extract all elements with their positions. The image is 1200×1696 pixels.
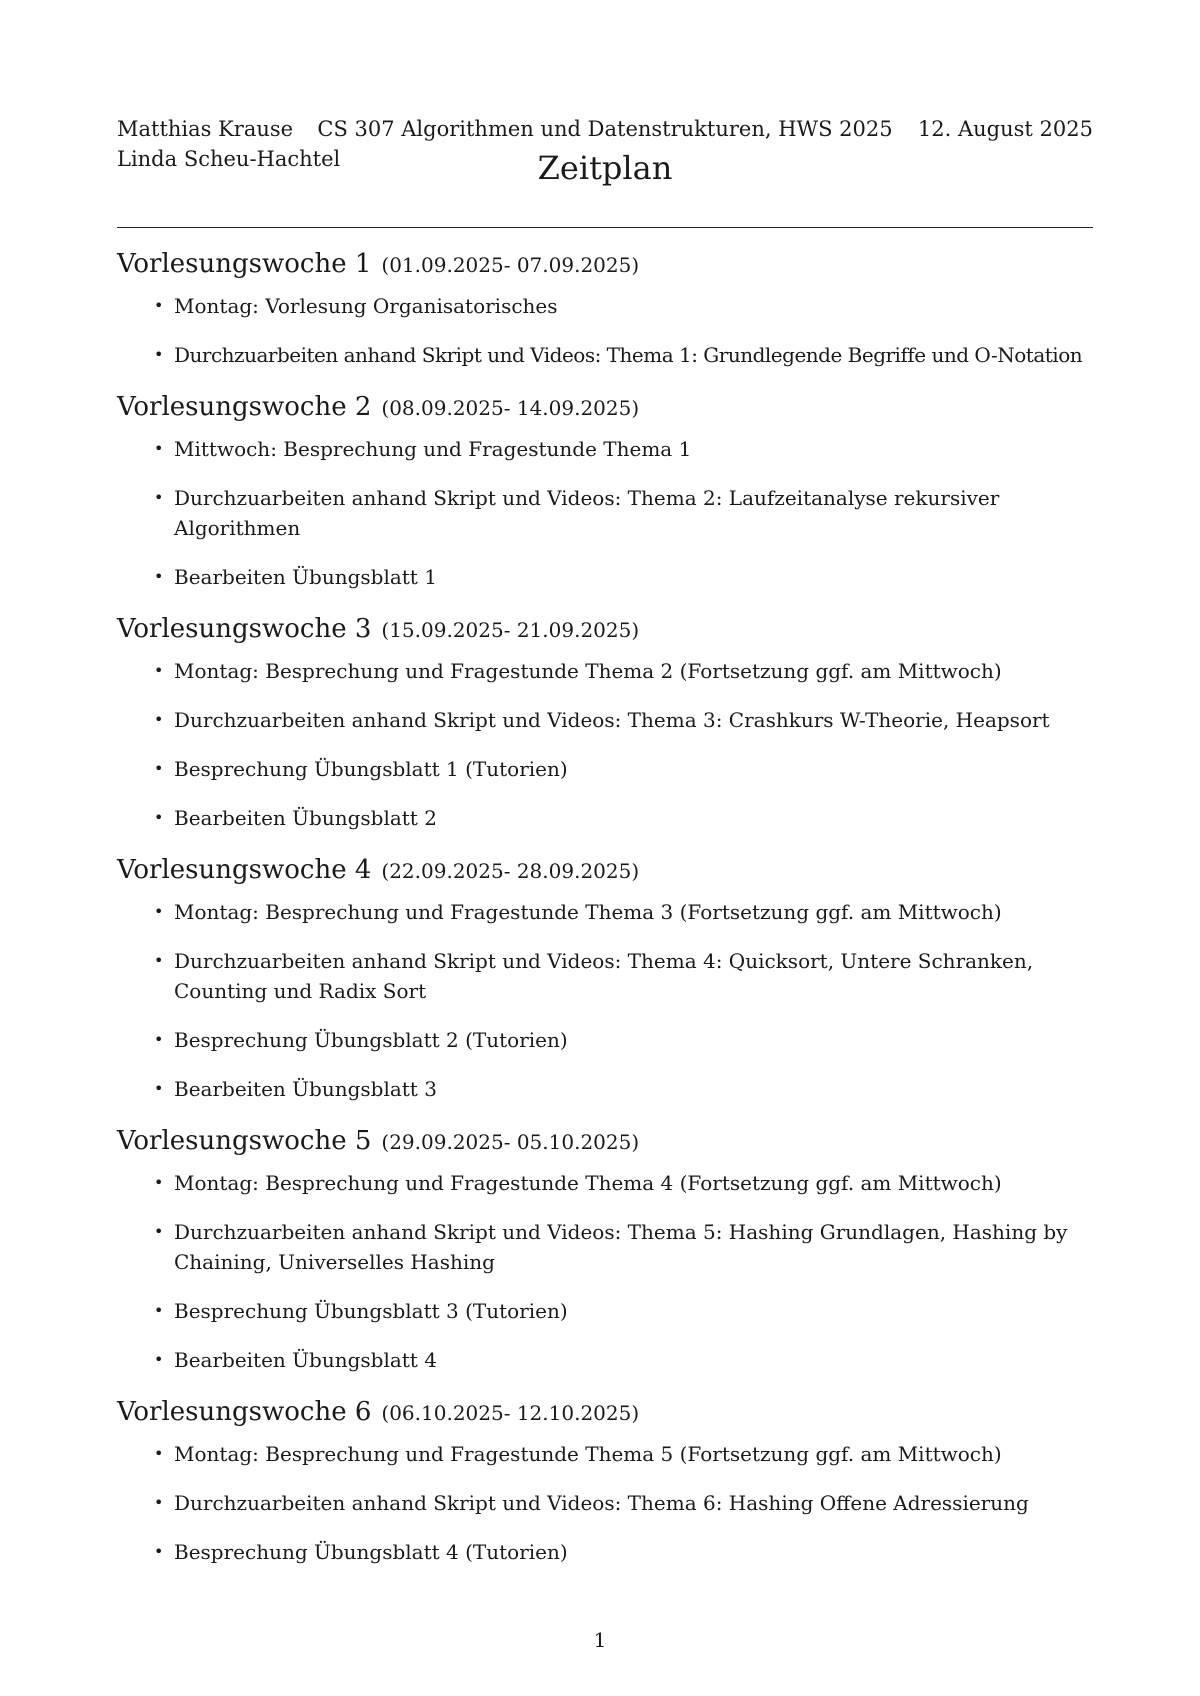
list-item [154,1025,1097,1055]
bullet-icon: • [154,1350,164,1369]
bullet-icon: • [154,488,164,507]
week-section [117,1123,1097,1375]
list-item [154,656,1097,686]
schedule-content [117,246,1097,1586]
bullet-icon: • [154,759,164,778]
week-dates: (06.10.2025- 12.10.2025) [381,1401,640,1425]
week-dates: (15.09.2025- 21.09.2025) [381,618,640,642]
item-text: Mittwoch: Besprechung und Fragestunde Thema 1 [174,437,692,461]
list-item [154,434,1097,464]
item-text: Montag: Besprechung und Fragestunde Thema 4 (Fortsetzung ggf. am Mittwoch) [174,1171,1002,1195]
list-item [154,291,1097,321]
week-item-list [117,656,1097,833]
week-title: Vorlesungswoche 5 [117,1126,372,1156]
bullet-icon: • [154,345,163,364]
bullet-icon: • [154,567,164,586]
week-heading [117,389,1097,428]
bullet-icon: • [154,1301,164,1320]
bullet-icon: • [154,1030,164,1049]
item-text: Bearbeiten Übungsblatt 4 [174,1348,437,1372]
author-name: Matthias Krause [117,117,294,141]
list-item [154,897,1097,927]
week-title: Vorlesungswoche 4 [117,855,372,885]
bullet-icon: • [154,951,164,970]
item-text: Montag: Besprechung und Fragestunde Thema 2 (Fortsetzung ggf. am Mittwoch) [174,659,1002,683]
bullet-icon: • [154,1222,164,1241]
bullet-icon: • [154,902,164,921]
week-heading [117,852,1097,891]
item-text: Durchzuarbeiten anhand Skript und Videos: Thema 6: Hashing Offene Adressierung [174,1491,1029,1515]
list-item [154,1537,1097,1567]
week-item-list [117,291,1097,370]
list-item [154,1168,1097,1198]
item-text: Durchzuarbeiten anhand Skript und Videos: Thema 1: Grundlegende Begriffe und O-Notation [174,343,1083,367]
item-text: Montag: Besprechung und Fragestunde Thema 3 (Fortsetzung ggf. am Mittwoch) [174,900,1002,924]
bullet-icon: • [154,1493,164,1512]
week-item-list [117,434,1097,592]
item-text: Bearbeiten Übungsblatt 1 [174,565,437,589]
page-number: 1 [593,1628,607,1652]
list-item [154,1074,1097,1104]
item-text: Durchzuarbeiten anhand Skript und Videos: Thema 2: Laufzeitanalyse rekursiver Algorithmen [174,486,1000,540]
week-item-list [117,1439,1097,1567]
week-dates: (29.09.2025- 05.10.2025) [381,1130,640,1154]
bullet-icon: • [154,1542,164,1561]
bullet-icon: • [154,710,164,729]
week-item-list [117,1168,1097,1375]
week-dates: (22.09.2025- 28.09.2025) [381,859,640,883]
item-text: Durchzuarbeiten anhand Skript und Videos: Thema 4: Quicksort, Untere Schranken, Counting und Radix Sort [174,949,1034,1003]
week-item-list [117,897,1097,1104]
page-title: Zeitplan [537,149,673,187]
week-title: Vorlesungswoche 3 [117,614,372,644]
list-item [154,1217,1097,1277]
item-text: Durchzuarbeiten anhand Skript und Videos: Thema 3: Crashkurs W-Theorie, Heapsort [174,708,1050,732]
item-text: Besprechung Übungsblatt 3 (Tutorien) [174,1299,568,1323]
bullet-icon: • [154,1079,164,1098]
week-section [117,852,1097,1104]
week-dates: (08.09.2025- 14.09.2025) [381,396,640,420]
week-heading [117,246,1097,285]
item-text: Besprechung Übungsblatt 1 (Tutorien) [174,757,568,781]
item-text: Montag: Vorlesung Organisatorisches [174,294,558,318]
week-title: Vorlesungswoche 6 [117,1397,372,1427]
item-text: Montag: Besprechung und Fragestunde Thema 5 (Fortsetzung ggf. am Mittwoch) [174,1442,1002,1466]
week-title: Vorlesungswoche 2 [117,392,372,422]
week-dates: (01.09.2025- 07.09.2025) [381,253,640,277]
bullet-icon: • [154,296,164,315]
bullet-icon: • [154,439,164,458]
week-section [117,611,1097,833]
list-item [154,803,1097,833]
week-heading [117,1123,1097,1162]
week-section [117,389,1097,592]
document-date: 12. August 2025 [917,117,1093,141]
week-section [117,1394,1097,1567]
bullet-icon: • [154,661,164,680]
list-item [154,754,1097,784]
item-text: Bearbeiten Übungsblatt 3 [174,1077,437,1101]
item-text: Bearbeiten Übungsblatt 2 [174,806,437,830]
week-section [117,246,1097,370]
list-item [154,1488,1097,1518]
item-text: Besprechung Übungsblatt 4 (Tutorien) [174,1540,568,1564]
list-item [154,340,1097,370]
author-name: Linda Scheu-Hachtel [117,147,341,171]
list-item [154,1296,1097,1326]
list-item [154,946,1097,1006]
bullet-icon: • [154,1444,164,1463]
list-item [154,483,1097,543]
week-title: Vorlesungswoche 1 [117,249,372,279]
course-title: CS 307 Algorithmen und Datenstrukturen, HWS 2025 [317,117,893,141]
list-item [154,1439,1097,1469]
list-item [154,705,1097,735]
bullet-icon: • [154,808,164,827]
item-text: Besprechung Übungsblatt 2 (Tutorien) [174,1028,568,1052]
document-header [117,117,1093,227]
week-heading [117,611,1097,650]
week-heading [117,1394,1097,1433]
list-item [154,562,1097,592]
header-divider [117,227,1093,228]
list-item [154,1345,1097,1375]
bullet-icon: • [154,1173,164,1192]
item-text: Durchzuarbeiten anhand Skript und Videos: Thema 5: Hashing Grundlagen, Hashing by Chaining, Universelles Hashing [174,1220,1068,1274]
